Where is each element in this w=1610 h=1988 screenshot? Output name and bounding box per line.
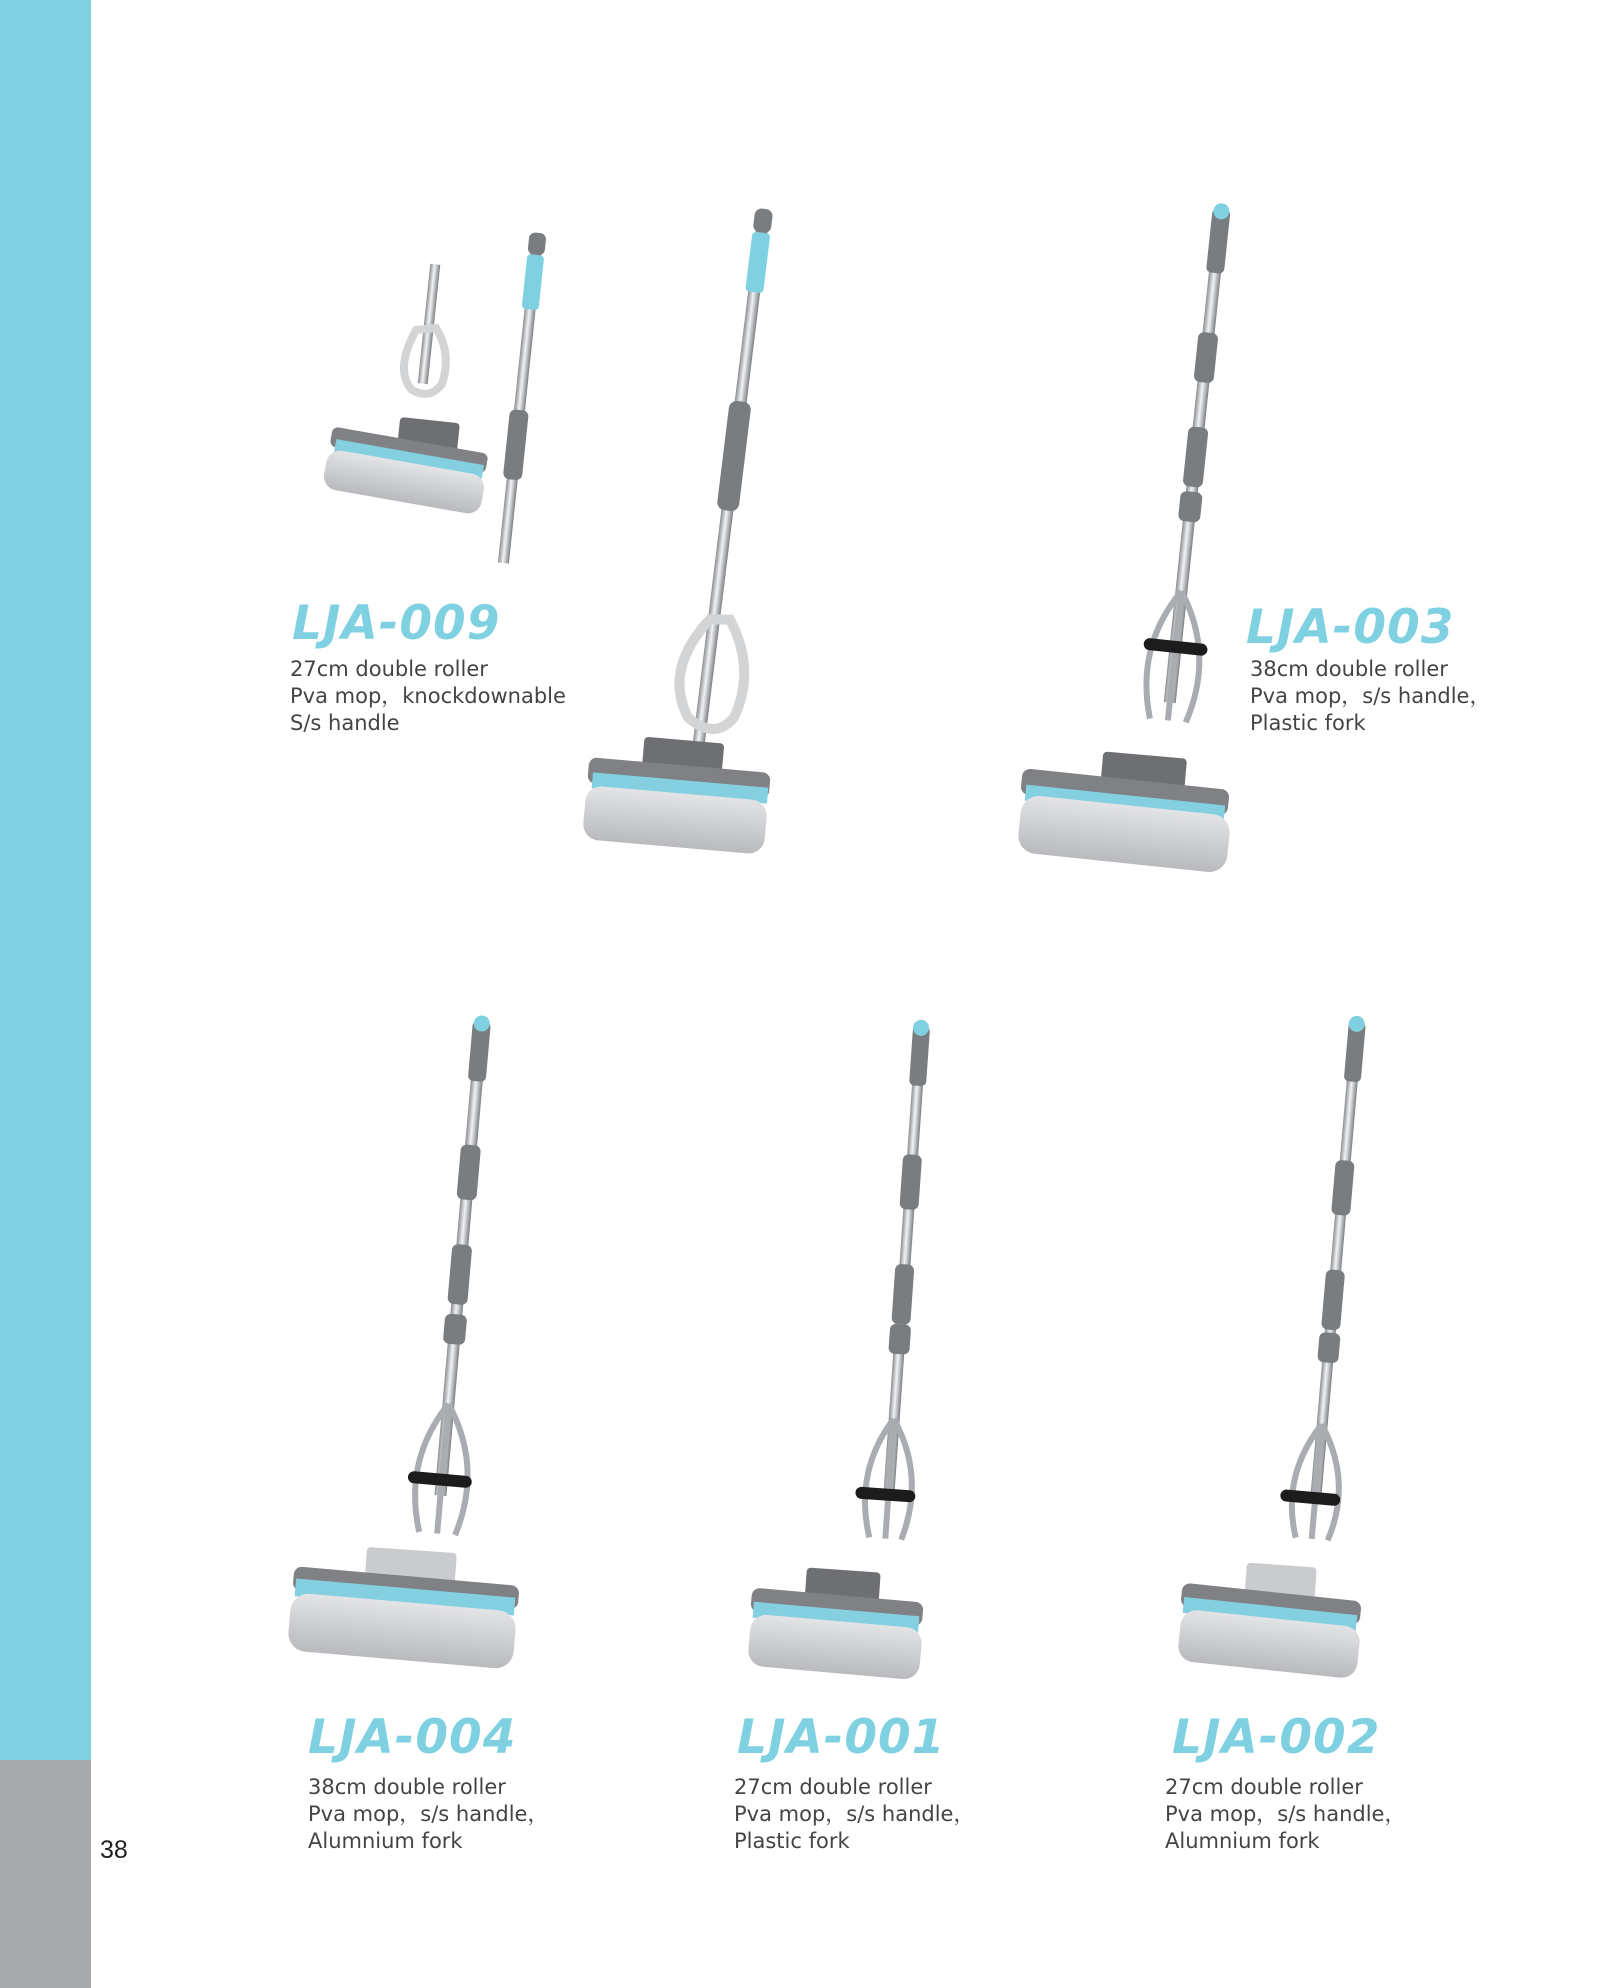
product-desc-lja-004-line2: Pva mop，s/s handle，: [308, 1802, 549, 1826]
product-code-lja-001: LJA-001: [737, 1710, 946, 1765]
product-desc-lja-009-line3: S/s handle: [290, 711, 400, 735]
product-desc-lja-004-line1: 38cm double roller: [308, 1775, 506, 1799]
page-number: 38: [100, 1836, 128, 1864]
sidebar-accent-bar: [0, 0, 91, 1760]
product-desc-lja-003-line2: Pva mop，s/s handle，: [1250, 684, 1491, 708]
mop-image-lja-002: [1175, 1010, 1375, 1690]
product-desc-lja-004-line3: Alumnium fork: [308, 1829, 463, 1853]
mop-image-lja-001: [745, 1015, 935, 1695]
sidebar-footer-bar: [0, 1760, 91, 1988]
product-desc-lja-003-line3: Plastic fork: [1250, 711, 1366, 735]
product-code-lja-003: LJA-003: [1246, 600, 1455, 655]
mop-image-plastic-fork: [580, 195, 780, 865]
product-desc-lja-002-line3: Alumnium fork: [1165, 1829, 1320, 1853]
product-desc-lja-009-line2: Pva mop，knockdownable: [290, 684, 566, 708]
mop-image-lja-003: [1015, 195, 1235, 875]
mop-image-lja-009: [320, 230, 550, 590]
product-desc-lja-002-line1: 27cm double roller: [1165, 1775, 1363, 1799]
product-desc-lja-001-line2: Pva mop，s/s handle，: [734, 1802, 975, 1826]
product-desc-lja-002-line2: Pva mop，s/s handle，: [1165, 1802, 1406, 1826]
product-desc-lja-001-line3: Plastic fork: [734, 1829, 850, 1853]
mop-image-lja-004: [285, 1010, 525, 1690]
product-desc-lja-009-line1: 27cm double roller: [290, 657, 488, 681]
product-code-lja-009: LJA-009: [292, 596, 501, 651]
product-desc-lja-001-line1: 27cm double roller: [734, 1775, 932, 1799]
product-desc-lja-003-line1: 38cm double roller: [1250, 657, 1448, 681]
product-code-lja-002: LJA-002: [1172, 1710, 1381, 1765]
product-code-lja-004: LJA-004: [308, 1710, 517, 1765]
